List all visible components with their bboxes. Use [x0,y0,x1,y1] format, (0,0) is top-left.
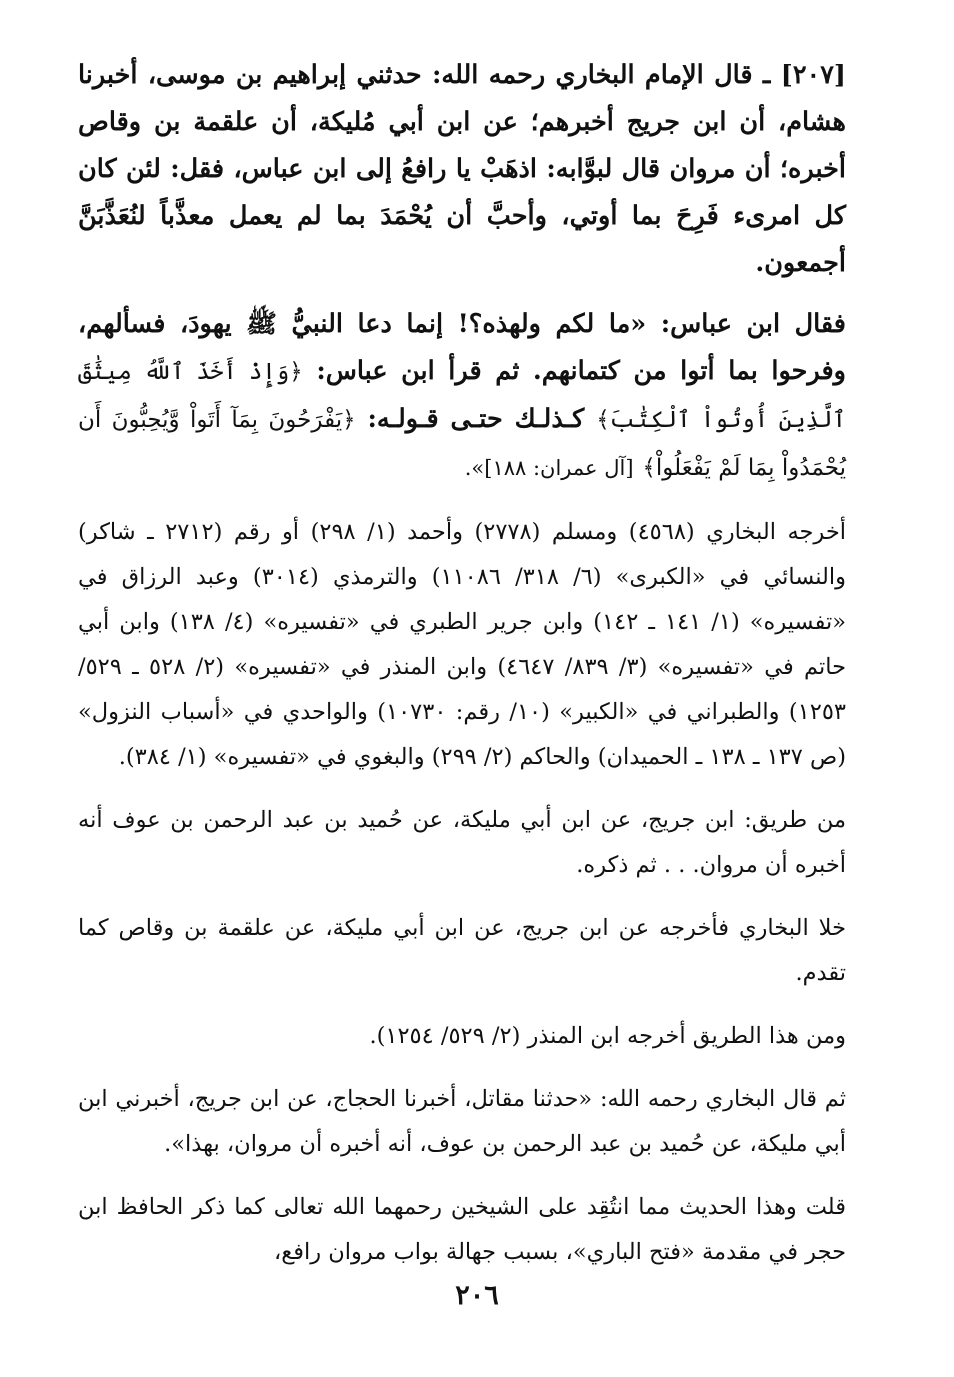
page-number: ٢٠٦ [455,1280,499,1311]
ibn-mundhir-paragraph: ومن هذا الطريق أخرجه ابن المنذر (٢/ ٥٢٩/ ١٢٥٤). [369,1023,846,1049]
tariq-paragraph: من طريق: ابن جريج، عن ابن أبي مليكة، عن حُميد بن عبد الرحمن بن عوف أنه أخبره أن مروان. . . ثم ذكره. [78,807,846,878]
quran-ayah-2: ﴿يَفْرَحُونَ بِمَآ أَتَواْ وَّيُحِبُّونَ أَن يُحْمَدُواْ بِمَا لَمْ يَفْعَلُواْ﴾ [78,407,846,481]
paragraph-spacer [78,1059,846,1077]
khala-paragraph: خلا البخاري فأخرجه عن ابن جريج، عن ابن أبي مليكة، عن علقمة بن وقاص كما تقدم. [78,915,846,986]
paragraph-spacer [78,888,846,906]
paragraph-spacer [78,1167,846,1185]
ibn-abbas-text-start: فقال ابن عباس: «ما لكم ولهذه؟! إنما دعا النبيُّ ﷺ يهودَ، فسألهم، وفرحوا بما أتوا من كتمانهم. ثم قرأ ابن عباس: [78,309,846,386]
qultu-paragraph: قلت وهذا الحديث مما انتُقِد على الشيخين رحمهما الله تعالى كما ذكر الحافظ ابن حجر في مقدمة «فتح الباري»، بسبب جهالة بواب مروان رافع، [78,1194,846,1265]
paragraph-spacer [78,287,846,301]
hadith-text: ـ قال الإمام البخاري رحمه الله: حدثني إبراهيم بن موسى، أخبرنا هشام، أن ابن جريج أخبرهم؛ عن ابن أبي مُليكة، أن علقمة بن وقاص أخبره؛ أن مروان قال لبوَّابه: اذهَبْ يا رافعُ إلى ابن عباس، فقل: لئن كان كل امرىء فَرِحَ بما أوتي، وأحبَّ أن يُحْمَدَ بما لم يعمل معذَّباً لنُعَذَّبَنَّ أجمعون. [78,60,846,278]
hadith-paragraph [78,52,846,287]
quran-reference: [آل عمران: ١٨٨]». [464,456,634,480]
paragraph-spacer [78,492,846,510]
muqatil-paragraph: ثم قال البخاري رحمه الله: «حدثنا مقاتل، أخبرنا الحجاج، عن ابن جريج، أخبرني ابن أبي مليكة، عن حُميد بن عبد الرحمن بن عوف، أنه أخبره أن مروان، بهذا». [78,1086,846,1157]
hadith-number: [٢٠٧] [780,60,846,90]
quran-ayah-1: ﴿وَإِذْ أَخَذَ ٱللَّهُ مِيثَٰقَ ٱلَّذِينَ أُوتُواْ ٱلْكِتَٰبَ﴾ [78,359,846,433]
ibn-abbas-paragraph [78,301,846,492]
ibn-abbas-text-middle: كـذلـك حتـى قـولـه: [367,404,585,434]
paragraph-spacer [78,780,846,798]
paragraph-spacer [78,996,846,1014]
takhrij-paragraph: أخرجه البخاري (٤٥٦٨) ومسلم (٢٧٧٨) وأحمد (١/ ٢٩٨) أو رقم (٢٧١٢ ـ شاكر) والنسائي في «الكبرى» (٦/ ٣١٨/ ١١٠٨٦) والترمذي (٣٠١٤) وعبد الرزاق في «تفسيره» (١/ ١٤١ ـ ١٤٢) وابن جرير الطبري في «تفسيره» (٤/ ١٣٨) وابن أبي حاتم في «تفسيره» (٣/ ٨٣٩/ ٤٦٤٧) وابن المنذر في «تفسيره» (٢/ ٥٢٨ ـ ٥٢٩/ ١٢٥٣) والطبراني في «الكبير» (١٠/ رقم: ١٠٧٣٠) والواحدي في «أسباب النزول» (ص ١٣٧ ـ ١٣٨ ـ الحميدان) والحاكم (٢/ ٢٩٩) والبغوي في «تفسيره» (١/ ٣٨٤). [78,519,847,770]
